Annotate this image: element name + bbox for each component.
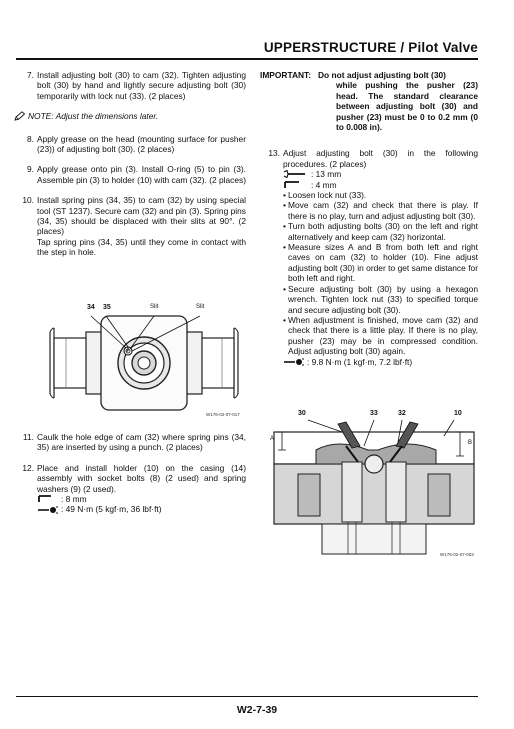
label-a: A: [270, 436, 275, 442]
step-12: [14, 463, 246, 515]
torque-wrench-icon: [283, 358, 305, 366]
wrench-size: : 8 mm: [61, 494, 87, 505]
step-text: Install spring pins (34, 35) to cam (32) by using special tool (ST 1237). Secure cam (32) and pin (3). Spring pins (34, 35) should be displaced with their slits at 90°. (2 places): [37, 195, 246, 237]
step-number: 10.: [22, 195, 34, 206]
torque-spec: [37, 504, 246, 514]
important-note: [260, 70, 478, 132]
spanner-spec: [283, 169, 478, 179]
label-34: 34: [87, 304, 95, 311]
spanner-size: : 13 mm: [311, 169, 342, 180]
page-title: UPPERSTRUCTURE / Pilot Valve: [263, 40, 478, 55]
pencil-note-icon: [14, 111, 26, 121]
wrench-spec: [37, 494, 246, 504]
torque-wrench-icon: [37, 506, 59, 514]
list-item: • Move cam (32) and check that there is play. If there is no play, turn and adjust adjusting bolt (30).: [283, 200, 478, 221]
list-item: • Secure adjusting bolt (30) by using a hexagon wrench. Tighten lock nut (33) to specified torque and secure adjusting bolt (30).: [283, 284, 478, 315]
page-number: W2-7-39: [236, 704, 278, 716]
step-number: 7.: [27, 70, 34, 80]
note-text: NOTE: Adjust the dimensions later.: [28, 111, 159, 122]
step-10: [14, 195, 246, 257]
footer-rule: [16, 696, 478, 697]
header-rule: [16, 58, 478, 60]
label-10: 10: [454, 410, 462, 417]
step-text: Apply grease onto pin (3). Install O-ring (5) to pin (3). Assemble pin (3) to holder (10) with cam (32). (2 places): [37, 164, 246, 185]
step-11: [14, 432, 246, 453]
list-item: • When adjustment is finished, move cam (32) and check that there is a little play. If there is no play, pusher (23) may be in compressed condition. Adjust adjusting bolt (30) again.: [283, 315, 478, 357]
label-32: 32: [398, 410, 406, 417]
figure-cross-section: [268, 410, 480, 560]
step-text: Place and install holder (10) on the casing (14) assembly with socket bolts (8) (2 used) and spring washers (9) (2 used).: [37, 462, 246, 494]
adjust-procedure-list: [283, 190, 478, 357]
step-7: [14, 70, 246, 101]
figure-code: W176-02-07-003: [440, 552, 474, 557]
hex-spec: [283, 180, 478, 190]
cross-section-diagram: [268, 410, 480, 560]
step-number: 11.: [22, 432, 34, 442]
list-item: • Loosen lock nut (33).: [283, 190, 478, 200]
left-column-lower: [14, 432, 246, 525]
left-column: [14, 70, 246, 262]
step-text: Install adjusting bolt (30) to cam (32). Tighten adjusting bolt (30) by hand and lightly secure adjusting bolt (30) temporarily with lock nut (33). (2 places): [37, 70, 246, 101]
figure-spring-pins: [46, 302, 242, 420]
label-35: 35: [103, 304, 111, 311]
step-text-2: Tap spring pins (34, 35) until they come in contact with the step in hole.: [37, 236, 246, 258]
step-number: 8.: [27, 133, 34, 144]
step-number: 13.: [268, 148, 280, 159]
step-text: Caulk the hole edge of cam (32) where spring pins (34, 35) are inserted by using a punch. (2 places): [37, 432, 246, 453]
hex-wrench-icon: [37, 495, 59, 503]
label-slit-2: Slit: [196, 304, 205, 310]
step-number: 9.: [27, 164, 34, 175]
list-item: • Turn both adjusting bolts (30) on the left and right alternatively and keep cam (32) horizontal.: [283, 221, 478, 242]
step-text: Apply grease on the head (mounting surface for pusher (23)) of adjusting bolt (30). (2 places): [37, 133, 246, 155]
spanner-icon: [283, 170, 309, 178]
list-item: • Measure sizes A and B from both left and right caves on cam (32) to holder (10). Fine adjust adjusting bolt (30) in order to get same distance for both left and right.: [283, 242, 478, 284]
label-b: B: [468, 440, 473, 446]
torque-value: : 9.8 N·m (1 kgf·m, 7.2 lbf·ft): [307, 356, 413, 367]
important-line-1: Do not adjust adjusting bolt (30): [318, 70, 446, 80]
label-slit-1: Slit: [150, 304, 159, 310]
torque-value: : 49 N·m (5 kgf·m, 36 lbf·ft): [61, 504, 162, 515]
torque-spec: [283, 357, 478, 367]
step-13: [260, 148, 478, 366]
hex-size: : 4 mm: [311, 179, 337, 190]
right-column: [260, 70, 478, 377]
label-33: 33: [370, 410, 378, 417]
step-8: [14, 134, 246, 155]
important-line-2: while pushing the pusher (23) head. The standard clearance between adjusting bolt (30) and pusher (23) must be 0 to 0.2 mm (0 to 0.008 in).: [336, 80, 478, 133]
step-text: Adjust adjusting bolt (30) in the following procedures. (2 places): [283, 148, 478, 169]
important-label: IMPORTANT:: [260, 70, 312, 80]
step-number: 12.: [22, 462, 34, 473]
note: [14, 111, 246, 121]
spring-pin-diagram: [46, 302, 242, 420]
label-30: 30: [298, 410, 306, 417]
step-9: [14, 164, 246, 185]
figure-code: W176-02-07-017: [206, 412, 240, 417]
hex-wrench-icon: [283, 181, 309, 189]
